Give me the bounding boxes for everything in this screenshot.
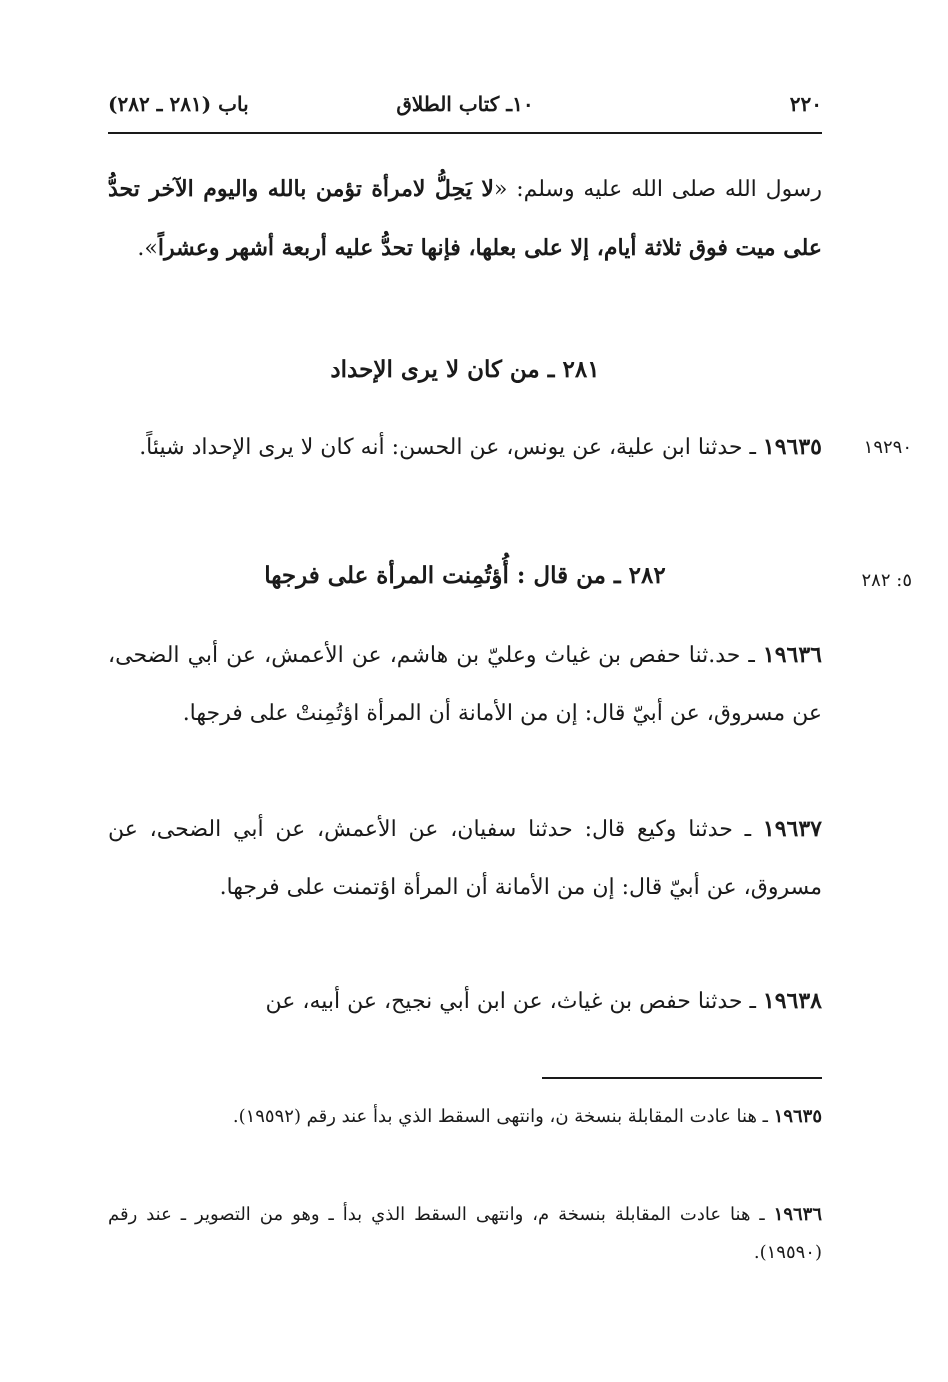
running-header: [108, 88, 822, 128]
section-heading-282: ٢٨٢ ـ من قال : أُؤتُمِنت المرأة على فرجها: [264, 562, 666, 589]
continuation-paragraph: [108, 160, 822, 278]
margin-reference: ٥: ٢٨٢: [861, 570, 912, 591]
hadith-text: ـ حدثنا ابن علية، عن يونس، عن الحسن: أنه كان لا يرى الإحداد شيئاً.: [139, 435, 763, 460]
hadith-number: ١٩٦٣٧: [762, 816, 822, 842]
book-title: ١٠ـ كتاب الطلاق: [396, 92, 534, 116]
footnote-text: ـ هنا عادت المقابلة بنسخة ن، وانتهى السقط الذي بدأ عند رقم (١٩٥٩٢).: [232, 1106, 774, 1127]
section-heading-281: ٢٨١ ـ من كان لا يرى الإحداد: [330, 356, 600, 383]
continuation-tail: ».: [137, 236, 158, 261]
chapter-range: باب (٢٨١ ـ ٢٨٢): [108, 92, 249, 116]
continuation-lead: رسول الله صلى الله عليه وسلم: «: [493, 177, 822, 202]
footnote: [108, 1196, 822, 1272]
hadith-number: ١٩٦٣٦: [762, 642, 822, 668]
footnote-text: ـ هنا عادت المقابلة بنسخة م، وانتهى السقط الذي بدأ ـ وهو من التصوير ـ عند رقم (١٩٥٩٠).: [108, 1204, 822, 1263]
continuation-quote: لا يَحِلُّ لامرأة تؤمن بالله واليوم الآخر تحدُّ على ميت فوق ثلاثة أيام، إلا على بعلها، فإنها تحدُّ عليه أربعة أشهر وعشراً: [108, 176, 822, 261]
footnote: [108, 1098, 822, 1136]
hadith-text: ـ حدثنا حفص بن غياث، عن ابن أبي نجيح، عن أبيه، عن: [265, 989, 763, 1014]
page-number: ٢٢٠: [789, 92, 822, 116]
hadith-paragraph: [108, 972, 822, 1031]
hadith-paragraph: [108, 626, 822, 743]
margin-reference: ١٩٢٩٠: [863, 437, 912, 458]
footnote-number: ١٩٦٣٦: [773, 1204, 822, 1225]
footnote-number: ١٩٦٣٥: [773, 1106, 822, 1127]
header-divider: [108, 132, 822, 134]
hadith-number: ١٩٦٣٨: [762, 988, 822, 1014]
hadith-text: ـ حدثنا وكيع قال: حدثنا سفيان، عن الأعمش، عن أبي الضحى، عن مسروق، عن أبيّ قال: إن من الأمانة أن المرأة اؤتمنت على فرجها.: [108, 817, 822, 900]
hadith-number: ١٩٦٣٥: [762, 434, 822, 460]
hadith-paragraph: [108, 418, 822, 477]
footnote-divider: [542, 1077, 822, 1079]
hadith-paragraph: [108, 800, 822, 917]
hadith-text: ـ حد.ثنا حفص بن غياث وعليّ بن هاشم، عن الأعمش، عن أبي الضحى، عن مسروق، عن أبيّ قال: إن من الأمانة أن المرأة اؤتُمِنتْ على فرجها.: [108, 643, 822, 726]
